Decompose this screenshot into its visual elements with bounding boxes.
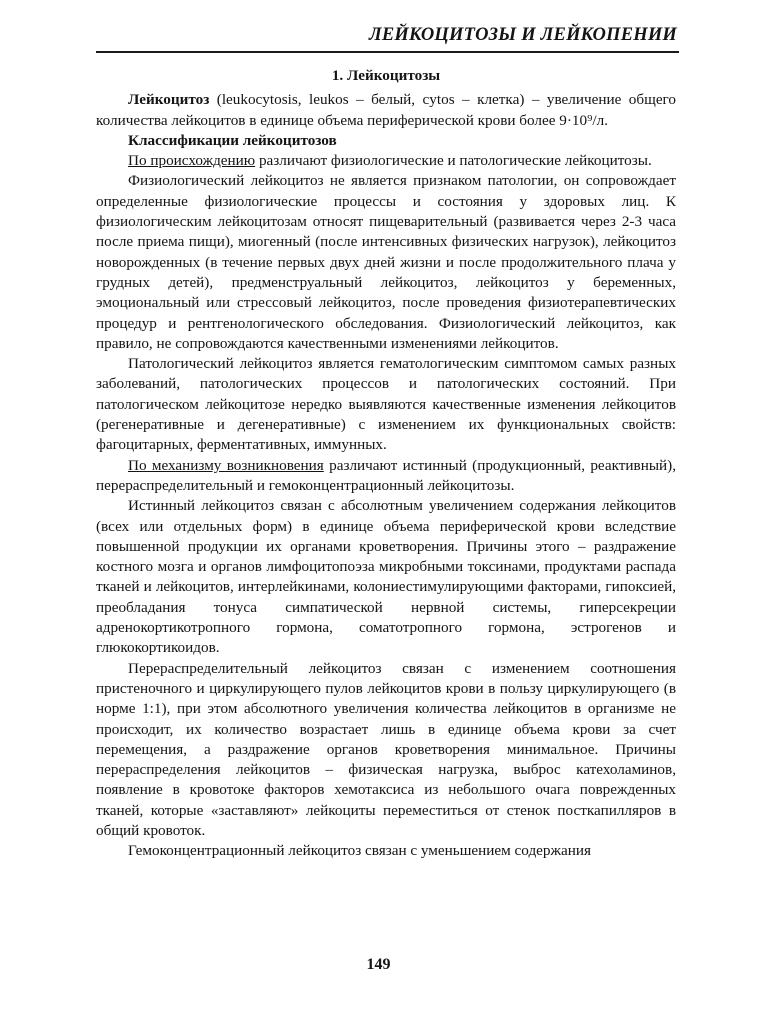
hemoconcentration-paragraph: Гемоконцентрационный лейкоцитоз связан с уменьшением содержания <box>128 842 591 860</box>
redistributive-paragraph: Перераспределительный лейкоцитоз связан с изменением соотношения пристеночного и циркулирующего пулов лейкоцитов крови в пользу циркулирующего (в норме 1:1), при этом абсолютного увеличения количества лейкоцитов в организме не происходит, их количество возрастает лишь в единице объема крови за счет перемещения, а раздражение органов кроветворения минимальное. Причины перераспределения лейкоцитов – физическая нагрузка, выброс катехоламинов, появление в кровотоке факторов хемотаксиса из небольшого очага поврежденных тканей, которые «заставляют» лейкоциты переместиться от стенок посткапилляров в общий кровоток. <box>96 659 676 839</box>
origin-label: По происхождению <box>128 152 256 170</box>
page-number: 149 <box>366 956 391 973</box>
running-header: ЛЕЙКОЦИТОЗЫ И ЛЕЙКОПЕНИИ <box>368 25 677 45</box>
definition-paragraph <box>96 90 676 131</box>
origin-text: различают физиологические и патологические лейкоцитозы. <box>255 152 652 170</box>
origin-paragraph <box>96 151 676 171</box>
mechanism-paragraph <box>96 456 676 497</box>
true-leukocytosis-paragraph: Истинный лейкоцитоз связан с абсолютным увеличением содержания лейкоцитов (всех или отдельных форм) в единице объема периферической крови вследствие повышенной продукции их органами кроветворения. Причины этого – раздражение костного мозга и органов лимфоцитопоэза микробными токсинами, продуктами распада тканей и лейкоцитов, интерлейкинами, колониестимулирующими факторами, гипоксией, преобладания тонуса симпатической нервной системы, гиперсекреции адренокортикотропного гормона, соматотропного гормона, эстрогенов и глюкокортикоидов. <box>96 497 676 657</box>
definition-text: (leukocytosis, leukos – белый, cytos – клетка) – увеличение общего количества лейкоцитов в единице объема периферической крови более 9·10⁹/л. <box>96 91 676 129</box>
page-body <box>96 66 676 862</box>
physiological-paragraph: Физиологический лейкоцитоз не является признаком патологии, он сопровождает определенные физиологические процессы и состояния у здоровых лиц. К физиологическим лейкоцитозам относят пищеварительный (развивается через 2-3 часа после приема пищи), миогенный (после интенсивных физических нагрузок), лейкоцитоз новорожденных (в течение первых двух дней жизни и после продолжительного плача у грудных детей), предменструальный лейкоцитоз, лейкоцитоз у беременных, эмоциональный или стрессовый лейкоцитоз, после проведения физиотерапевтических процедур и рентгенологического обследования. Физиологический лейкоцитоз, как правило, не сопровождаются качественными изменениями лейкоцитов. <box>96 172 676 352</box>
mechanism-text: различают истинный (продукционный, реактивный), перераспределительный и гемоконцентрационный лейкоцитозы. <box>96 456 677 494</box>
mechanism-label: По механизму возникновения <box>128 456 324 474</box>
pathological-paragraph: Патологический лейкоцитоз является гематологическим симптомом самых разных заболеваний, патологических процессов и патологических состояний. При патологическом лейкоцитозе нередко выявляются качественные изменения лейкоцитов (регенеративные и дегенеративные) с изменением их функциональных свойств: фагоцитарных, ферментативных, иммунных. <box>96 355 676 454</box>
section-title: 1. Лейкоцитозы <box>331 67 441 84</box>
header-rule <box>96 51 679 53</box>
classification-heading: Классификации лейкоцитозов <box>128 131 337 149</box>
definition-term: Лейкоцитоз <box>128 91 210 109</box>
